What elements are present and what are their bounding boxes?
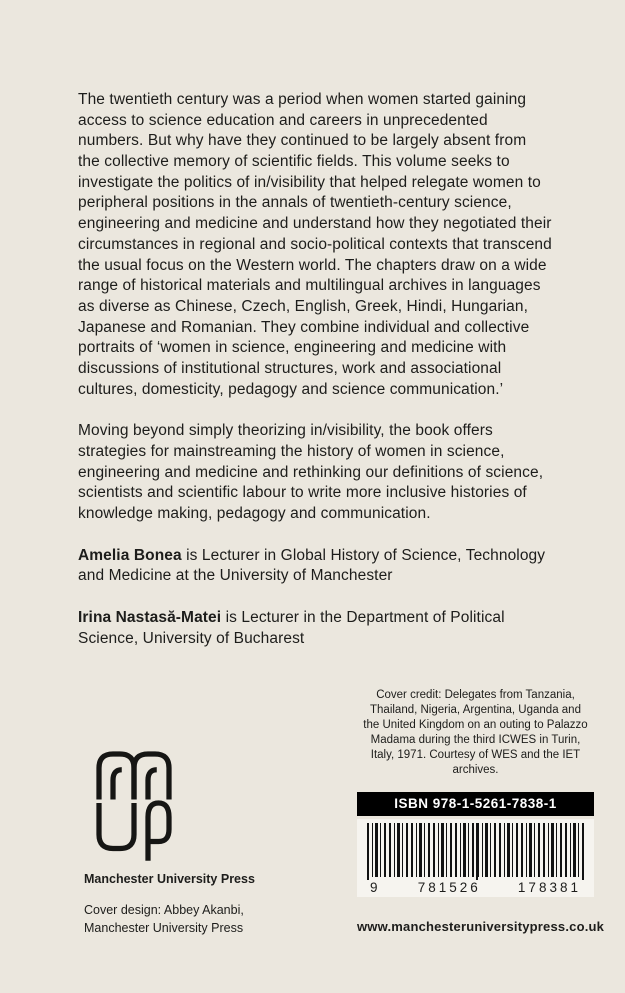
barcode-digit-group-1: 9 bbox=[367, 880, 384, 895]
blurb-column bbox=[78, 90, 552, 671]
author-bio-2 bbox=[78, 608, 552, 649]
cover-design-credit bbox=[84, 901, 294, 937]
isbn-bar: ISBN 978-1-5261-7838-1 bbox=[357, 792, 594, 816]
website-url: www.manchesteruniversitypress.co.uk bbox=[357, 918, 605, 934]
blurb-paragraph-1: The twentieth century was a period when women started gaining access to science education and careers in unprecedented numbers. But why have they continued to be largely absent from the collective memory of scientific fields. This volume seeks to investigate the politics of in/visibility that helped relegate women to peripheral positions in the annals of twentieth-century science, engineering and medicine and understand how they negotiated their circumstances in regional and socio-political contexts that transcend the usual focus on the Western world. The chapters draw on a wide range of historical materials and multilingual archives in languages as diverse as Chinese, Czech, English, Greek, Hindi, Hungarian, Japanese and Romanian. They combine individual and collective portraits of ‘women in science, engineering and medicine with discussions of institutional structures, work and associational cultures, domesticity, pedagogy and science communication.’ bbox=[78, 91, 552, 398]
publisher-name: Manchester University Press bbox=[84, 872, 255, 886]
barcode-digit-group-2: 781526 bbox=[415, 880, 484, 895]
author-bio-text-2: is Lecturer in the Department of Political Science, University of Bucharest bbox=[78, 609, 505, 647]
author-bio-text-1: is Lecturer in Global History of Science, Technology and Medicine at the University of Manchester bbox=[78, 546, 546, 585]
author-name-1: Amelia Bonea bbox=[78, 546, 182, 564]
barcode-number bbox=[367, 879, 584, 895]
barcode-column bbox=[357, 688, 605, 934]
author-bio-1 bbox=[78, 546, 552, 587]
author-name-2: Irina Nastasă-Matei bbox=[78, 609, 222, 627]
barcode bbox=[357, 819, 594, 897]
cover-photo-credit: Cover credit: Delegates from Tanzania, Thailand, Nigeria, Argentina, Uganda and the United Kingdom on an outing to Palazzo Madama during the third ICWES in Turin, Italy, 1971. Courtesy of WES and the IET archives. bbox=[363, 689, 588, 776]
cover-design-line-1: Cover design: Abbey Akanbi, bbox=[84, 903, 244, 917]
barcode-digit-group-3: 178381 bbox=[515, 880, 584, 895]
mup-logo-icon bbox=[92, 742, 176, 864]
cover-design-line-2: Manchester University Press bbox=[84, 921, 244, 936]
blurb-paragraph-2: Moving beyond simply theorizing in/visibility, the book offers strategies for mainstreaming the history of women in science, engineering and medicine and rethinking our definitions of science, scientists and scientific labour to write more inclusive histories of knowledge making, pedagogy and communication. bbox=[78, 422, 544, 523]
publisher-block bbox=[84, 742, 294, 937]
